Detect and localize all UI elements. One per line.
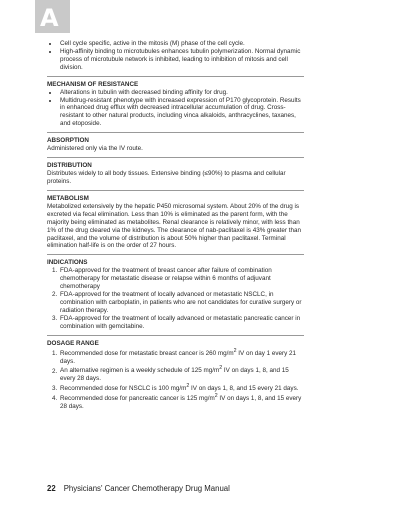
indications-heading: INDICATIONS: [47, 259, 88, 267]
metabolism-section: [47, 195, 304, 250]
page-footer: [47, 484, 230, 494]
distribution-section: [47, 162, 304, 186]
mechanism-bullet-list: [47, 89, 304, 129]
indication-item: 3. FDA-approved for the treatment of locally advanced or metastatic pancreatic cancer in combination with gemcitabine.: [59, 315, 304, 331]
absorption-heading: ABSORPTION: [47, 137, 89, 145]
absorption-text: Administered only via the IV route.: [47, 145, 143, 153]
section-tab-letter: A: [35, 0, 70, 33]
section-divider: [47, 157, 304, 158]
dosage-item: 4. Recommended dose for pancreatic cancer is 125 $mg/m^2$ IV on days 1, 8, and 15 every 28 days.: [59, 393, 304, 411]
indication-item: 2. FDA-approved for the treatment of locally advanced or metastatic NSCLC, in combination with carboplatin, in patients who are not candidates for curative surgery or radiation therapy.: [59, 291, 304, 315]
dosage-item: 2. An alternative regimen is a weekly schedule of 125 $mg/m^2$ IV on days 1, 8, and 15 every 28 days.: [59, 365, 304, 383]
dosage-item: 3. Recommended dose for NSCLC is 100 $mg/m^2$ IV on days 1, 8, and 15 every 21 days.: [59, 383, 304, 393]
metabolism-heading: METABOLISM: [47, 194, 89, 202]
intro-bullet: • High-affinity binding to microtubules enhances tubulin polymerization. Normal dynamic process of microtubule network is inhibited, leading to inhibition of mitosis and cell division.: [59, 48, 304, 72]
section-divider: [47, 254, 304, 255]
section-divider: [47, 190, 304, 191]
dosage-list: [47, 348, 304, 412]
book-title: Physicians' Cancer Chemotherapy Drug Manual: [63, 484, 230, 493]
section-divider: [47, 335, 304, 336]
dosage-heading: DOSAGE RANGE: [47, 339, 99, 347]
page-number: 22: [47, 484, 56, 493]
section-divider: [47, 76, 304, 77]
indications-section: [47, 259, 304, 330]
indication-item: 1. FDA-approved for the treatment of breast cancer after failure of combination chemotherapy for metastatic disease or relapse within 6 months of adjuvant chemotherapy: [59, 267, 304, 291]
mechanism-section: [47, 81, 304, 129]
mechanism-bullet: • Multidrug-resistant phenotype with increased expression of P170 glycoprotein. Results in enhanced drug efflux with decreased intracellular accumulation of drug. Cross-resistant to other natural products, including vinca alkaloids, anthracyclines, taxanes, and etoposide.: [59, 97, 304, 129]
absorption-section: [47, 137, 304, 153]
mechanism-bullet: • Alterations in tubulin with decreased binding affinity for drug.: [59, 89, 304, 97]
intro-section: [47, 40, 304, 72]
mechanism-heading: MECHANISM OF RESISTANCE: [47, 80, 139, 88]
dosage-section: [47, 340, 304, 412]
distribution-heading: DISTRIBUTION: [47, 162, 92, 170]
dosage-item: 1. Recommended dose for metastatic breast cancer is 260 $mg/m^2$ IV on day 1 every 21 days.: [59, 348, 304, 366]
distribution-text: Distributes widely to all body tissues. Extensive binding (≤90%) to plasma and cellular proteins.: [47, 170, 286, 185]
indications-list: [47, 267, 304, 330]
intro-bullet-list: [47, 40, 304, 72]
section-divider: [47, 132, 304, 133]
intro-bullet: • Cell cycle specific, active in the mitosis (M) phase of the cell cycle.: [59, 40, 304, 48]
metabolism-text: Metabolized extensively by the hepatic P450 microsomal system. About 20% of the drug is excreted via fecal elimination. Less than 10% is eliminated as the parent form, with the majority being eliminated as metabolites. Renal clearance is relatively minor, with less than 1% of the drug cleared via the kidneys. The clearance of nab-paclitaxel is 43% greater than paclitaxel, and the volume of distribution is about 50% higher than paclitaxel. Terminal elimination half-life is on the order of 27 hours.: [47, 202, 302, 250]
page-body: [47, 40, 304, 411]
